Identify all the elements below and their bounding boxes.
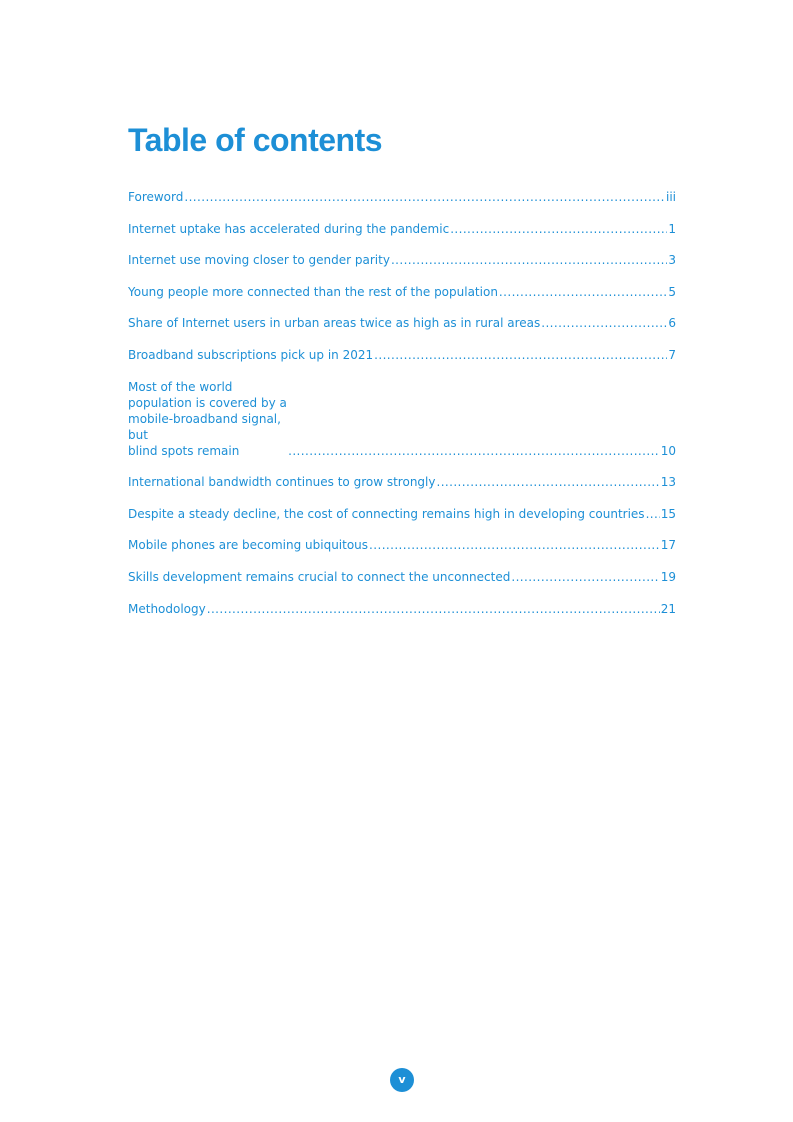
- toc-entry-mobile-phones[interactable]: [128, 537, 676, 553]
- page-title: Table of contents: [128, 122, 383, 158]
- dot-leader: [499, 284, 667, 300]
- table-of-contents: [128, 189, 676, 632]
- toc-page-number: 17: [660, 538, 676, 553]
- dot-leader: [436, 474, 659, 490]
- toc-entry-title: International bandwidth continues to grow strongly: [128, 475, 436, 490]
- toc-page-number: 7: [668, 347, 676, 362]
- toc-entry-title-line-2: blind spots remain: [128, 443, 240, 458]
- toc-entry-international-bandwidth[interactable]: [128, 474, 676, 490]
- toc-entry-title: Internet uptake has accelerated during the pandemic: [128, 221, 450, 236]
- toc-page-number: 5: [668, 284, 676, 299]
- toc-page-number: 15: [660, 506, 676, 521]
- dot-leader: [511, 569, 659, 585]
- toc-entry-cost-of-connecting[interactable]: [128, 506, 676, 522]
- toc-page-number: 3: [668, 253, 676, 268]
- toc-entry-title: [128, 379, 287, 459]
- toc-page-number: 10: [660, 443, 676, 458]
- dot-leader: [646, 506, 660, 522]
- toc-page-number: 13: [660, 475, 676, 490]
- toc-entry-title: Broadband subscriptions pick up in 2021: [128, 347, 374, 362]
- toc-entry-title: Mobile phones are becoming ubiquitous: [128, 538, 369, 553]
- toc-entry-mobile-broadband-coverage[interactable]: [128, 379, 676, 459]
- dot-leader: [374, 347, 667, 363]
- dot-leader: [184, 189, 665, 205]
- page-number-badge: v: [390, 1068, 414, 1092]
- toc-page-number: 19: [660, 569, 676, 584]
- dot-leader: [541, 315, 667, 331]
- toc-entry-broadband-subscriptions[interactable]: [128, 347, 676, 363]
- dot-leader: [450, 221, 667, 237]
- toc-entry-title: Foreword: [128, 190, 184, 204]
- toc-page-number: 21: [660, 601, 676, 616]
- dot-leader: [391, 252, 667, 268]
- toc-page-number: 1: [668, 221, 676, 236]
- toc-entry-young-people[interactable]: [128, 284, 676, 300]
- toc-entry-title-line-1: Most of the world population is covered by a mobile-broadband signal, but: [128, 379, 287, 442]
- dot-leader: [207, 601, 660, 617]
- toc-entry-title: Skills development remains crucial to connect the unconnected: [128, 569, 511, 584]
- toc-entry-title: Methodology: [128, 601, 206, 616]
- toc-entry-skills-development[interactable]: [128, 569, 676, 585]
- toc-entry-title: Despite a steady decline, the cost of connecting remains high in developing countries: [128, 506, 645, 521]
- toc-page-number: iii: [665, 190, 676, 204]
- toc-entry-title: Internet use moving closer to gender parity: [128, 253, 390, 268]
- toc-entry-internet-uptake[interactable]: [128, 221, 676, 237]
- toc-entry-gender-parity[interactable]: [128, 252, 676, 268]
- dot-leader: [288, 443, 660, 459]
- toc-entry-foreword[interactable]: [128, 189, 676, 205]
- dot-leader: [369, 537, 660, 553]
- toc-entry-title: Young people more connected than the rest of the population: [128, 284, 498, 299]
- toc-entry-title: Share of Internet users in urban areas twice as high as in rural areas: [128, 316, 541, 331]
- toc-entry-methodology[interactable]: [128, 601, 676, 617]
- toc-page-number: 6: [668, 316, 676, 331]
- toc-entry-urban-rural[interactable]: [128, 315, 676, 331]
